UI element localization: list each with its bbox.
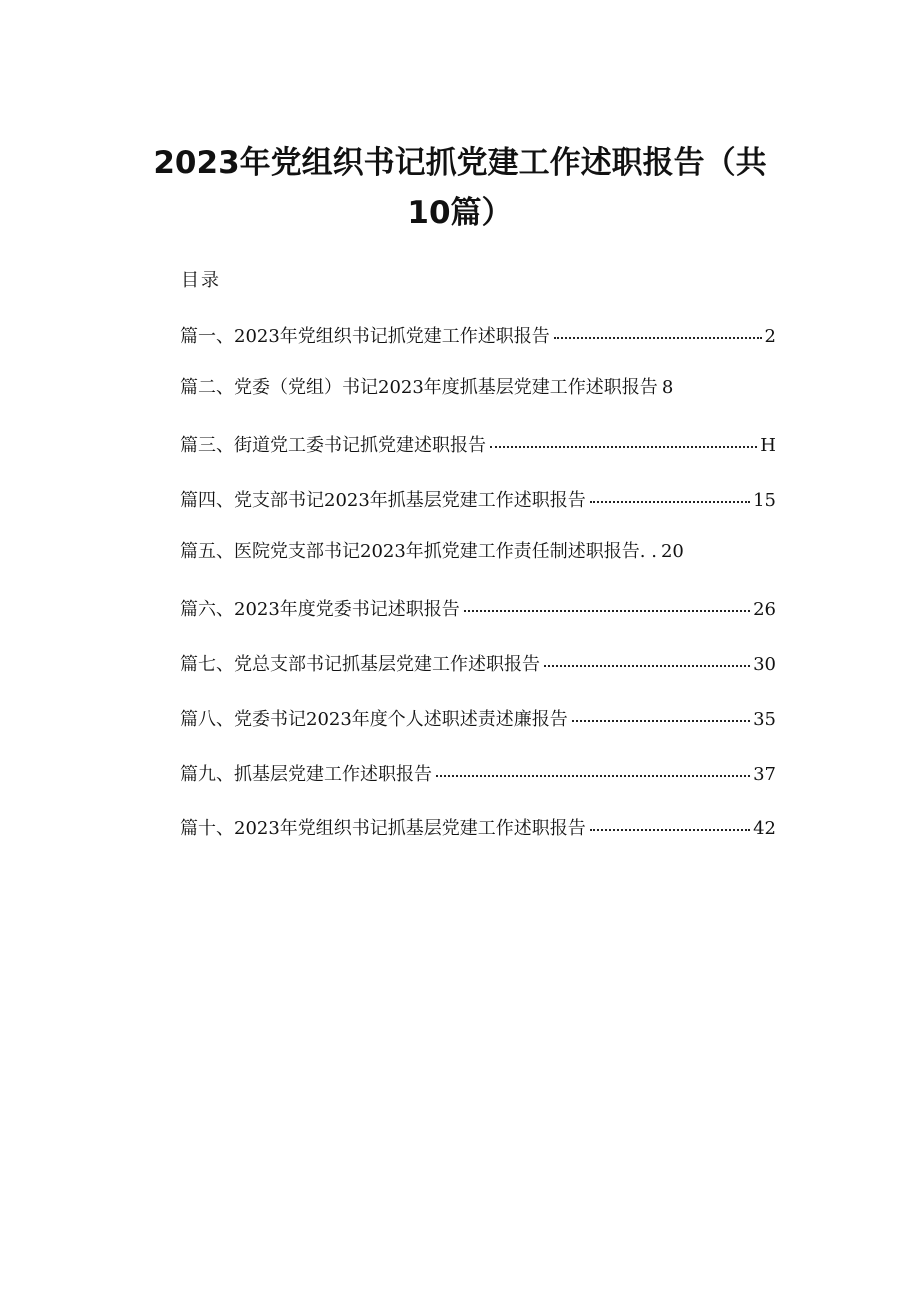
toc-entry-label: 篇四、党支部书记2023年抓基层党建工作述职报告 <box>180 490 586 512</box>
table-of-contents <box>180 320 776 867</box>
toc-entry-7[interactable] <box>180 648 776 703</box>
toc-entry-4[interactable] <box>180 484 776 539</box>
toc-entry-label: 篇二、党委（党组）书记2023年度抓基层党建工作述职报告 <box>180 376 658 398</box>
toc-page-number: H <box>760 435 776 457</box>
toc-dot-leader <box>544 645 750 667</box>
title-line-2: 10篇） <box>407 195 513 231</box>
toc-page-number: 15 <box>753 490 776 512</box>
toc-page-number: 8 <box>661 376 674 398</box>
toc-dot-leader <box>554 317 762 339</box>
toc-page-number: 37 <box>753 763 776 785</box>
toc-entry-3[interactable] <box>180 429 776 484</box>
toc-entry-label: 篇七、党总支部书记抓基层党建工作述职报告 <box>180 654 540 676</box>
toc-dot-leader <box>572 700 750 722</box>
toc-dot-leader <box>590 809 750 831</box>
toc-entry-label: 篇十、2023年党组织书记抓基层党建工作述职报告 <box>180 818 586 840</box>
toc-entry-8[interactable] <box>180 703 776 758</box>
toc-page-number: 20 <box>660 540 684 562</box>
toc-dot-leader <box>490 426 757 448</box>
toc-entry-label: 篇五、医院党支部书记2023年抓党建工作责任制述职报告. . <box>180 540 657 562</box>
toc-dot-leader <box>590 481 750 503</box>
toc-entry-label: 篇六、2023年度党委书记述职报告 <box>180 599 460 621</box>
toc-page-number: 35 <box>753 708 776 730</box>
toc-entry-9[interactable] <box>180 758 776 813</box>
toc-entry-6[interactable] <box>180 593 776 648</box>
toc-entry-label: 篇三、街道党工委书记抓党建述职报告 <box>180 435 486 457</box>
toc-entry-1[interactable] <box>180 320 776 375</box>
toc-entry-label: 篇八、党委书记2023年度个人述职述责述廉报告 <box>180 708 568 730</box>
toc-heading: 目录 <box>181 270 221 291</box>
toc-page-number: 42 <box>753 818 776 840</box>
toc-entry-label: 篇九、抓基层党建工作述职报告 <box>180 763 432 785</box>
toc-entry-10[interactable] <box>180 812 776 867</box>
toc-dot-leader <box>464 590 750 612</box>
document-title <box>140 138 780 238</box>
toc-entry-2[interactable] <box>180 375 776 430</box>
toc-page-number: 2 <box>764 326 776 347</box>
toc-entry-5[interactable] <box>180 539 776 594</box>
toc-entry-label: 篇一、2023年党组织书记抓党建工作述职报告 <box>180 326 550 347</box>
toc-page-number: 30 <box>753 654 776 676</box>
title-line-1: 2023年党组织书记抓党建工作述职报告（共 <box>153 145 767 181</box>
toc-page-number: 26 <box>753 599 776 621</box>
toc-dot-leader <box>436 755 750 777</box>
